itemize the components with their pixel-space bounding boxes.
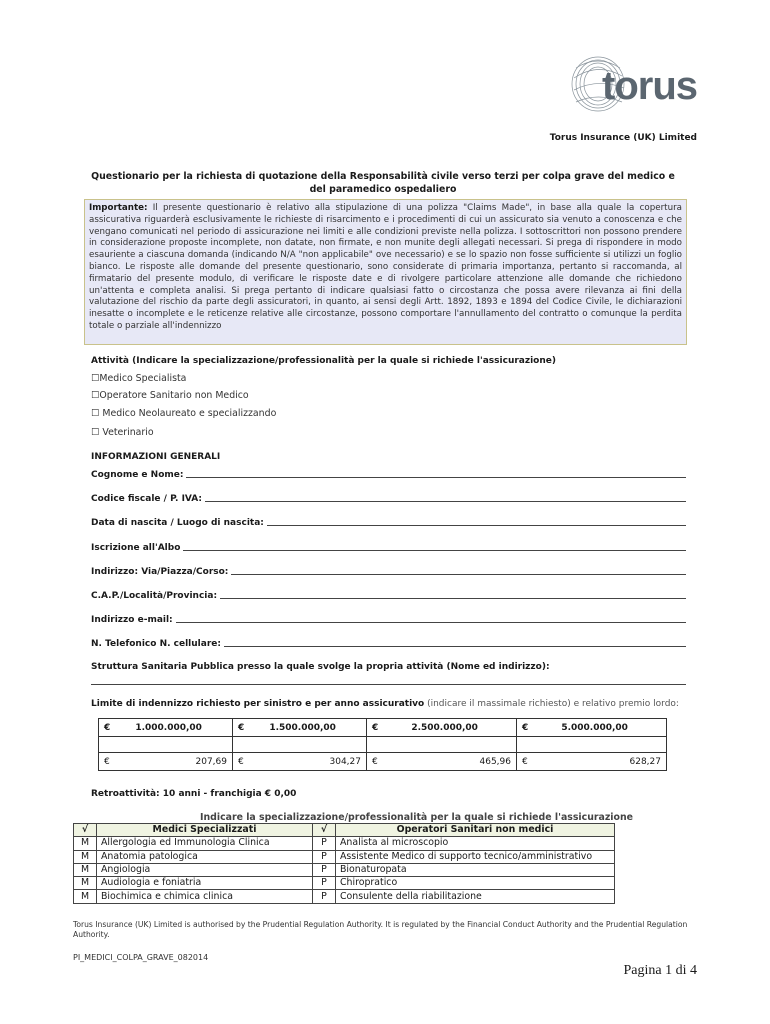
specializzazioni-table (73, 823, 615, 904)
amount-cell[interactable] (367, 719, 517, 737)
premium-cell (367, 753, 517, 771)
amount-cell[interactable] (517, 719, 667, 737)
medico-check[interactable]: M (74, 890, 97, 903)
field-cap-localita[interactable] (91, 591, 686, 601)
medico-check[interactable]: M (74, 850, 97, 863)
field-label: Cognome e Nome: (91, 470, 184, 480)
premium-cell (99, 753, 233, 771)
premiums-row (99, 753, 667, 771)
operatori-header: Operatori Sanitari non medici (336, 824, 615, 837)
field-data-nascita[interactable] (91, 518, 686, 528)
limit-text-bold: Limite di indennizzo richiesto per sinistro e per anno assicurativo (91, 699, 425, 709)
operatore-check[interactable]: P (313, 890, 336, 903)
table-row (74, 890, 615, 903)
limit-description (91, 699, 679, 709)
field-line[interactable] (186, 470, 686, 478)
attivita-heading: Attività (Indicare la specializzazione/professionalità per la quale si richiede l'assicurazione) (91, 356, 556, 366)
table-row (74, 850, 615, 863)
field-label: Iscrizione all'Albo (91, 543, 181, 553)
medico-specialty: Audiologia e foniatria (97, 877, 313, 890)
option-operatore-sanitario[interactable]: ☐Operatore Sanitario non Medico (91, 390, 249, 401)
operatore-check[interactable]: P (313, 877, 336, 890)
limit-text-normal: (indicare il massimale richiesto) e relativo premio lordo: (424, 699, 679, 709)
medico-check[interactable]: M (74, 837, 97, 850)
footer-regulatory-text: Torus Insurance (UK) Limited is authorised by the Prudential Regulation Authority. It is regulated by the Financial Conduct Authority and the Prudential Regulation Authority. (73, 920, 688, 939)
operatore-check[interactable]: P (313, 850, 336, 863)
field-label: Indirizzo e-mail: (91, 615, 173, 625)
field-email[interactable] (91, 615, 686, 625)
field-label: Data di nascita / Luogo di nascita: (91, 518, 264, 528)
medico-specialty: Biochimica e chimica clinica (97, 890, 313, 903)
empty-cell (233, 737, 367, 753)
empty-cell (99, 737, 233, 753)
amounts-row (99, 719, 667, 737)
field-codice-fiscale[interactable] (91, 494, 686, 504)
field-line[interactable] (205, 494, 686, 502)
medico-check[interactable]: M (74, 877, 97, 890)
field-iscrizione-albo[interactable] (91, 543, 686, 553)
page-number: Pagina 1 di 4 (623, 963, 697, 978)
currency-symbol: € (522, 756, 528, 767)
logo-wordmark: torus (602, 64, 697, 108)
limits-table (98, 718, 667, 771)
amount-value: 5.000.000,00 (561, 722, 628, 733)
medico-check[interactable]: M (74, 863, 97, 876)
operatore-specialty: Chiropratico (336, 877, 615, 890)
operatore-specialty: Assistente Medico di supporto tecnico/amministrativo (336, 850, 615, 863)
check-header: √ (74, 824, 97, 837)
option-medico-neolaureato[interactable]: ☐ Medico Neolaureato e specializzando (91, 408, 277, 419)
premium-value: 628,27 (629, 756, 661, 767)
operatore-check[interactable]: P (313, 863, 336, 876)
page-title: Questionario per la richiesta di quotazione della Responsabilità civile verso terzi per colpa grave del medico e del paramedico ospedaliero (91, 171, 675, 195)
field-struttura-line[interactable] (91, 684, 686, 685)
table-row (74, 863, 615, 876)
important-text: Il presente questionario è relativo alla stipulazione di una polizza "Claims Made", in base alla quale la copertura assicurativa riguarderà esclusivamente le richieste di risarcimento e i procedimenti di cui un assicurato sia venuto a conoscenza e che vengano comunicati nel periodo di assicurazione nei limiti e alle condizioni previste nella polizza. I sottoscrittori non possono prendere in considerazione proposte incomplete, non datate, non firmate, e non munite degli allegati necessari. Si prega di rispondere in modo esauriente a ciascuna domanda (indicando N/A "non applicabile" ove necessario) e se lo spazio non fosse sufficiente si utilizzi un foglio bianco. Le risposte alle domande del presente questionario, sono considerate di primaria importanza, pertanto si raccomanda, al firmatario del presente modulo, di verificare le risposte date e di rivolgere particolare attenzione alle domande che richiedono un'attenta e completa analisi. Si prega pertanto di indicare qualsiasi fatto o circostanza che possa avere rilevanza ai fini della valutazione del rischio da parte degli assicuratori, in quanto, ai sensi degli Artt. 1892, 1893 e 1894 del Codice Civile, le dichiarazioni inesatte o incomplete e le reticenze relative alle circostanze, possono comportare l'annullamento del contratto o comunque la perdita totale o parziale all'indennizzo (89, 203, 682, 331)
currency-symbol: € (104, 756, 110, 767)
spacer-row (99, 737, 667, 753)
field-line[interactable] (267, 518, 686, 526)
premium-value: 304,27 (329, 756, 361, 767)
field-line[interactable] (224, 639, 686, 647)
operatore-specialty: Analista al microscopio (336, 837, 615, 850)
amount-value: 1.500.000,00 (269, 722, 336, 733)
document-code: PI_MEDICI_COLPA_GRAVE_082014 (73, 953, 209, 962)
field-telefono[interactable] (91, 639, 686, 649)
currency-symbol: € (372, 722, 379, 733)
operatore-check[interactable]: P (313, 837, 336, 850)
field-struttura-sanitaria (91, 662, 686, 672)
empty-cell (367, 737, 517, 753)
operatore-specialty: Bionaturopata (336, 863, 615, 876)
field-line[interactable] (231, 567, 686, 575)
medico-specialty: Angiologia (97, 863, 313, 876)
field-label: C.A.P./Località/Provincia: (91, 591, 218, 601)
option-medico-specialista[interactable]: ☐Medico Specialista (91, 373, 187, 384)
specializzazioni-heading: Indicare la specializzazione/professionalità per la quale si richiede l'assicurazione (200, 812, 633, 823)
amount-value: 1.000.000,00 (135, 722, 202, 733)
field-label: Indirizzo: Via/Piazza/Corso: (91, 567, 229, 577)
currency-symbol: € (372, 756, 378, 767)
currency-symbol: € (238, 756, 244, 767)
table-header-row (74, 824, 615, 837)
field-label: Struttura Sanitaria Pubblica presso la quale svolge la propria attività (Nome ed indirizzo): (91, 662, 550, 672)
medici-header: Medici Specializzati (97, 824, 313, 837)
currency-symbol: € (104, 722, 111, 733)
important-notice (84, 199, 687, 345)
premium-value: 207,69 (195, 756, 227, 767)
field-line[interactable] (220, 591, 686, 599)
field-line[interactable] (183, 543, 686, 551)
info-heading: INFORMAZIONI GENERALI (91, 452, 221, 462)
option-veterinario[interactable]: ☐ Veterinario (91, 427, 154, 438)
amount-cell[interactable] (99, 719, 233, 737)
check-header: √ (313, 824, 336, 837)
field-indirizzo[interactable] (91, 567, 686, 577)
important-label: Importante: (89, 203, 148, 213)
premium-cell (517, 753, 667, 771)
table-row (74, 877, 615, 890)
amount-cell[interactable] (233, 719, 367, 737)
retroattivita-text: Retroattività: 10 anni - franchigia € 0,00 (91, 789, 297, 799)
field-label: Codice fiscale / P. IVA: (91, 494, 202, 504)
premium-value: 465,96 (479, 756, 511, 767)
currency-symbol: € (522, 722, 529, 733)
field-line[interactable] (176, 615, 686, 623)
field-label: N. Telefonico N. cellulare: (91, 639, 221, 649)
table-row (74, 837, 615, 850)
medico-specialty: Anatomia patologica (97, 850, 313, 863)
company-name: Torus Insurance (UK) Limited (549, 133, 697, 143)
medico-specialty: Allergologia ed Immunologia Clinica (97, 837, 313, 850)
currency-symbol: € (238, 722, 245, 733)
torus-logo (566, 50, 702, 120)
operatore-specialty: Consulente della riabilitazione (336, 890, 615, 903)
field-cognome-nome[interactable] (91, 470, 686, 480)
amount-value: 2.500.000,00 (411, 722, 478, 733)
empty-cell (517, 737, 667, 753)
premium-cell (233, 753, 367, 771)
